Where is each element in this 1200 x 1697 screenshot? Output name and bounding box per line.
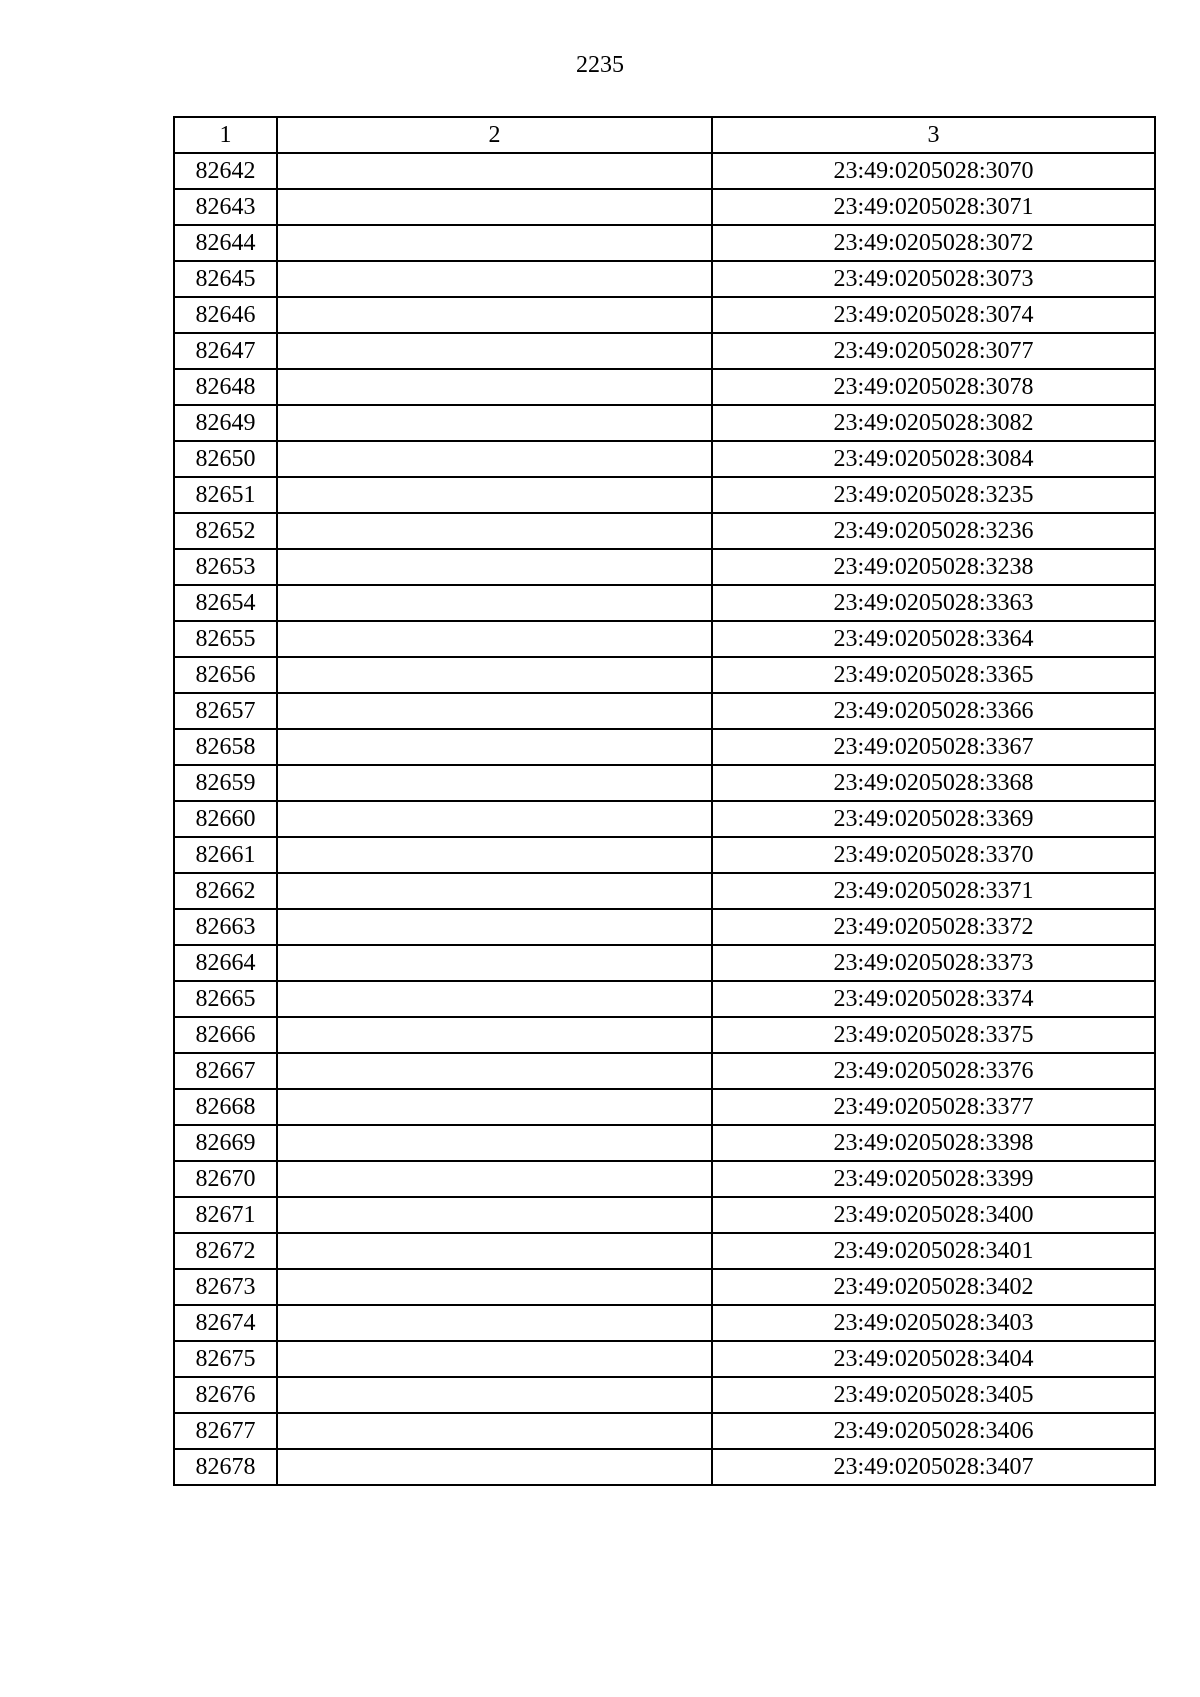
cadastral-number-cell: 23:49:0205028:3406 <box>712 1413 1155 1449</box>
empty-cell <box>277 1233 712 1269</box>
cadastral-number-cell: 23:49:0205028:3401 <box>712 1233 1155 1269</box>
cadastral-number-cell: 23:49:0205028:3367 <box>712 729 1155 765</box>
table-row <box>174 621 1155 657</box>
table-row <box>174 837 1155 873</box>
empty-cell <box>277 1341 712 1377</box>
table-row <box>174 765 1155 801</box>
cadastral-number-cell: 23:49:0205028:3365 <box>712 657 1155 693</box>
table-row <box>174 1377 1155 1413</box>
empty-cell <box>277 189 712 225</box>
cadastral-number-cell: 23:49:0205028:3363 <box>712 585 1155 621</box>
table-row <box>174 477 1155 513</box>
empty-cell <box>277 1017 712 1053</box>
cadastral-number-cell: 23:49:0205028:3072 <box>712 225 1155 261</box>
row-number-cell: 82666 <box>174 1017 277 1053</box>
row-number-cell: 82662 <box>174 873 277 909</box>
table-row <box>174 261 1155 297</box>
empty-cell <box>277 945 712 981</box>
cadastral-number-cell: 23:49:0205028:3373 <box>712 945 1155 981</box>
table-row <box>174 801 1155 837</box>
row-number-cell: 82665 <box>174 981 277 1017</box>
empty-cell <box>277 225 712 261</box>
empty-cell <box>277 909 712 945</box>
cadastral-number-cell: 23:49:0205028:3070 <box>712 153 1155 189</box>
empty-cell <box>277 1269 712 1305</box>
table-row <box>174 1161 1155 1197</box>
cadastral-number-cell: 23:49:0205028:3371 <box>712 873 1155 909</box>
cadastral-number-cell: 23:49:0205028:3405 <box>712 1377 1155 1413</box>
empty-cell <box>277 261 712 297</box>
table-row <box>174 729 1155 765</box>
row-number-cell: 82649 <box>174 405 277 441</box>
cadastral-number-cell: 23:49:0205028:3238 <box>712 549 1155 585</box>
cadastral-number-cell: 23:49:0205028:3071 <box>712 189 1155 225</box>
empty-cell <box>277 441 712 477</box>
row-number-cell: 82678 <box>174 1449 277 1485</box>
empty-cell <box>277 981 712 1017</box>
cadastral-number-cell: 23:49:0205028:3377 <box>712 1089 1155 1125</box>
cadastral-number-cell: 23:49:0205028:3073 <box>712 261 1155 297</box>
row-number-cell: 82643 <box>174 189 277 225</box>
table-row <box>174 225 1155 261</box>
row-number-cell: 82648 <box>174 369 277 405</box>
row-number-cell: 82667 <box>174 1053 277 1089</box>
register-table <box>173 116 1156 1486</box>
empty-cell <box>277 657 712 693</box>
empty-cell <box>277 477 712 513</box>
table-row <box>174 585 1155 621</box>
page-number: 2235 <box>576 52 624 78</box>
cadastral-number-cell: 23:49:0205028:3369 <box>712 801 1155 837</box>
empty-cell <box>277 1161 712 1197</box>
row-number-cell: 82647 <box>174 333 277 369</box>
empty-cell <box>277 1413 712 1449</box>
cadastral-number-cell: 23:49:0205028:3236 <box>712 513 1155 549</box>
empty-cell <box>277 1089 712 1125</box>
table-row <box>174 945 1155 981</box>
column-header-1: 1 <box>174 117 277 153</box>
row-number-cell: 82663 <box>174 909 277 945</box>
row-number-cell: 82670 <box>174 1161 277 1197</box>
cadastral-number-cell: 23:49:0205028:3082 <box>712 405 1155 441</box>
table-row <box>174 657 1155 693</box>
empty-cell <box>277 1125 712 1161</box>
table-row <box>174 1449 1155 1485</box>
table-row <box>174 1125 1155 1161</box>
table-row <box>174 369 1155 405</box>
empty-cell <box>277 153 712 189</box>
cadastral-number-cell: 23:49:0205028:3403 <box>712 1305 1155 1341</box>
table-body <box>174 153 1155 1485</box>
table-row <box>174 333 1155 369</box>
empty-cell <box>277 369 712 405</box>
table-row <box>174 297 1155 333</box>
cadastral-number-cell: 23:49:0205028:3074 <box>712 297 1155 333</box>
row-number-cell: 82671 <box>174 1197 277 1233</box>
row-number-cell: 82673 <box>174 1269 277 1305</box>
table-row <box>174 1305 1155 1341</box>
table-row <box>174 873 1155 909</box>
row-number-cell: 82646 <box>174 297 277 333</box>
row-number-cell: 82644 <box>174 225 277 261</box>
row-number-cell: 82651 <box>174 477 277 513</box>
cadastral-number-cell: 23:49:0205028:3400 <box>712 1197 1155 1233</box>
row-number-cell: 82658 <box>174 729 277 765</box>
cadastral-number-cell: 23:49:0205028:3402 <box>712 1269 1155 1305</box>
row-number-cell: 82656 <box>174 657 277 693</box>
table-row <box>174 981 1155 1017</box>
table-row <box>174 549 1155 585</box>
row-number-cell: 82650 <box>174 441 277 477</box>
empty-cell <box>277 297 712 333</box>
empty-cell <box>277 405 712 441</box>
empty-cell <box>277 513 712 549</box>
cadastral-number-cell: 23:49:0205028:3376 <box>712 1053 1155 1089</box>
empty-cell <box>277 693 712 729</box>
empty-cell <box>277 873 712 909</box>
row-number-cell: 82672 <box>174 1233 277 1269</box>
empty-cell <box>277 1377 712 1413</box>
cadastral-number-cell: 23:49:0205028:3407 <box>712 1449 1155 1485</box>
cadastral-number-cell: 23:49:0205028:3375 <box>712 1017 1155 1053</box>
empty-cell <box>277 549 712 585</box>
cadastral-number-cell: 23:49:0205028:3374 <box>712 981 1155 1017</box>
empty-cell <box>277 801 712 837</box>
table-row <box>174 1053 1155 1089</box>
column-header-2: 2 <box>277 117 712 153</box>
table-row <box>174 1089 1155 1125</box>
row-number-cell: 82657 <box>174 693 277 729</box>
row-number-cell: 82674 <box>174 1305 277 1341</box>
table-row <box>174 1197 1155 1233</box>
cadastral-number-cell: 23:49:0205028:3366 <box>712 693 1155 729</box>
table-row <box>174 513 1155 549</box>
table-row <box>174 153 1155 189</box>
cadastral-number-cell: 23:49:0205028:3084 <box>712 441 1155 477</box>
empty-cell <box>277 729 712 765</box>
row-number-cell: 82652 <box>174 513 277 549</box>
row-number-cell: 82675 <box>174 1341 277 1377</box>
cadastral-number-cell: 23:49:0205028:3364 <box>712 621 1155 657</box>
table-row <box>174 405 1155 441</box>
row-number-cell: 82661 <box>174 837 277 873</box>
empty-cell <box>277 621 712 657</box>
table-row <box>174 1341 1155 1377</box>
cadastral-number-cell: 23:49:0205028:3235 <box>712 477 1155 513</box>
table-row <box>174 909 1155 945</box>
row-number-cell: 82659 <box>174 765 277 801</box>
cadastral-number-cell: 23:49:0205028:3368 <box>712 765 1155 801</box>
row-number-cell: 82642 <box>174 153 277 189</box>
row-number-cell: 82645 <box>174 261 277 297</box>
cadastral-number-cell: 23:49:0205028:3372 <box>712 909 1155 945</box>
table-header <box>174 117 1155 153</box>
cadastral-number-cell: 23:49:0205028:3398 <box>712 1125 1155 1161</box>
cadastral-number-cell: 23:49:0205028:3370 <box>712 837 1155 873</box>
empty-cell <box>277 333 712 369</box>
empty-cell <box>277 837 712 873</box>
cadastral-number-cell: 23:49:0205028:3078 <box>712 369 1155 405</box>
table-row <box>174 441 1155 477</box>
row-number-cell: 82664 <box>174 945 277 981</box>
table-row <box>174 189 1155 225</box>
row-number-cell: 82669 <box>174 1125 277 1161</box>
cadastral-number-cell: 23:49:0205028:3399 <box>712 1161 1155 1197</box>
table-row <box>174 1269 1155 1305</box>
row-number-cell: 82655 <box>174 621 277 657</box>
row-number-cell: 82660 <box>174 801 277 837</box>
header-row <box>174 117 1155 153</box>
table-row <box>174 1233 1155 1269</box>
cadastral-number-cell: 23:49:0205028:3404 <box>712 1341 1155 1377</box>
empty-cell <box>277 1053 712 1089</box>
empty-cell <box>277 585 712 621</box>
row-number-cell: 82668 <box>174 1089 277 1125</box>
empty-cell <box>277 1305 712 1341</box>
row-number-cell: 82676 <box>174 1377 277 1413</box>
cadastral-number-cell: 23:49:0205028:3077 <box>712 333 1155 369</box>
empty-cell <box>277 765 712 801</box>
table-row <box>174 1413 1155 1449</box>
row-number-cell: 82677 <box>174 1413 277 1449</box>
empty-cell <box>277 1449 712 1485</box>
column-header-3: 3 <box>712 117 1155 153</box>
row-number-cell: 82653 <box>174 549 277 585</box>
table-row <box>174 693 1155 729</box>
row-number-cell: 82654 <box>174 585 277 621</box>
empty-cell <box>277 1197 712 1233</box>
table-row <box>174 1017 1155 1053</box>
